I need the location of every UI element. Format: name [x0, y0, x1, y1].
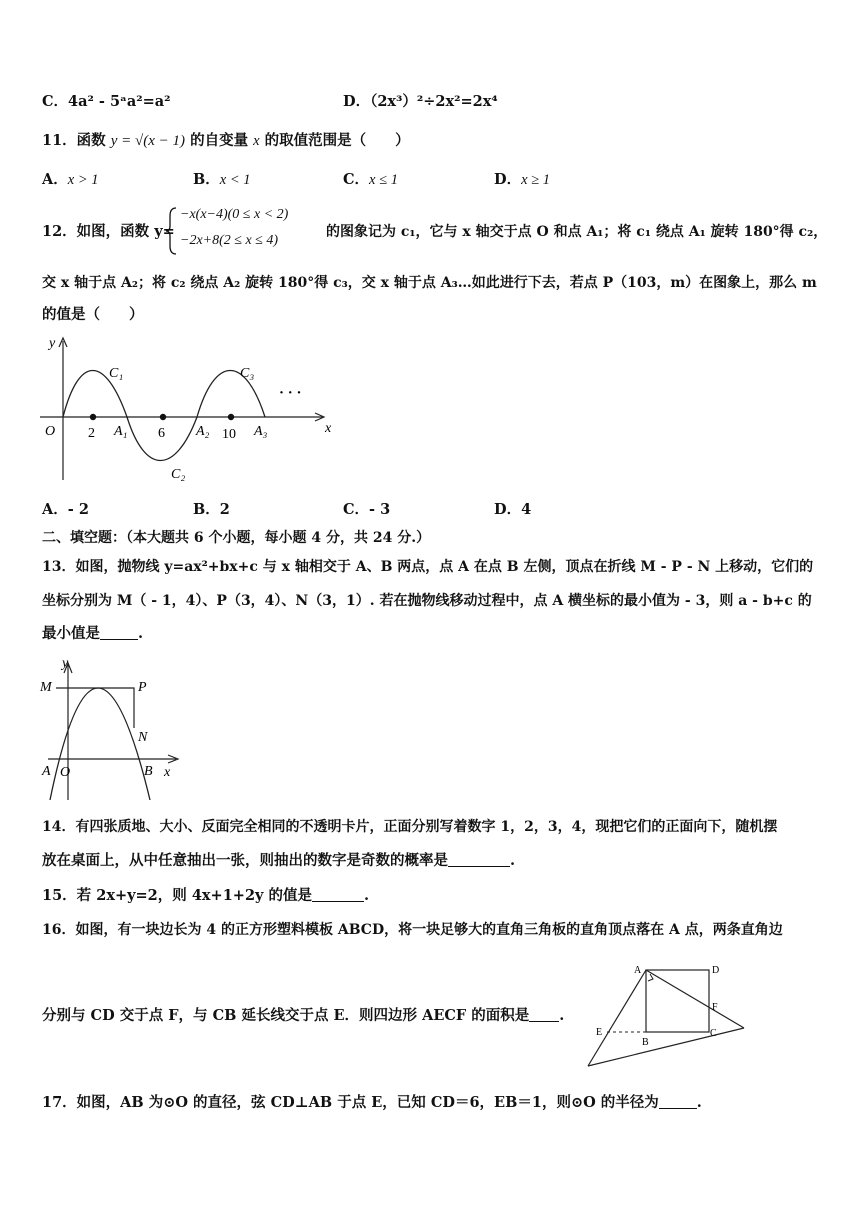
- q11-var: x: [253, 133, 260, 149]
- q16-figure: [582, 960, 752, 1072]
- label-b: B: [642, 1037, 649, 1048]
- q13-line-3: 最小值是 .: [42, 625, 144, 642]
- label-p: P: [138, 680, 147, 695]
- label-m: M: [40, 680, 52, 695]
- label-d: D: [712, 965, 720, 976]
- q15-text: 15．若 2x+y=2，则 4x+1+2y 的值是 .: [42, 887, 370, 904]
- q11-formula: y = √(x − 1): [110, 133, 186, 149]
- label-a3: A₃: [254, 424, 268, 439]
- q12-option-b: B．2: [193, 501, 230, 518]
- line-e-hyp: [588, 1028, 744, 1066]
- label-a2: A₂: [196, 424, 210, 439]
- q16-line-2: 分别与 CD 交于点 F，与 CB 延长线交于点 E．则四边形 AECF 的面积是 .: [42, 1007, 565, 1024]
- label-b: B: [144, 764, 153, 779]
- q14-answer-blank: [448, 852, 510, 867]
- label-a: A: [42, 764, 51, 779]
- point-2: [90, 414, 96, 420]
- parabola: [50, 688, 150, 800]
- q12-stem-end: 的图象记为 c₁，它与 x 轴交于点 O 和点 A₁；将 c₁ 绕点 A₁ 旋转 180°得 c₂，: [326, 224, 828, 240]
- q10-option-d: D．（2x³）²÷2x²=2x⁴: [343, 93, 498, 110]
- q13-graph: [38, 655, 188, 805]
- label-c3: C₃: [240, 366, 255, 381]
- q12-option-c: C．- 3: [343, 501, 391, 518]
- q12-piece-2: −2x+8(2 ≤ x ≤ 4): [180, 233, 279, 248]
- q12-option-d: D．4: [494, 501, 532, 518]
- q12-line-3: 的值是（ ）: [42, 306, 144, 323]
- label-e: E: [596, 1027, 603, 1038]
- label-c2: C₂: [171, 467, 186, 482]
- q11-stem-a: 11．函数: [42, 132, 106, 149]
- q13-line-2: 坐标分别为 M（ - 1，4）、P（3，4）、N（3，1）. 若在抛物线移动过程中，点 A 横坐标的最小值为 - 3，则 a - b+c 的: [42, 593, 812, 609]
- q14-line-2: 放在桌面上，从中任意抽出一张，则抽出的数字是奇数的概率是 .: [42, 852, 516, 869]
- q12-option-a: A．- 2: [42, 501, 89, 518]
- q16-line-1: 16．如图，有一块边长为 4 的正方形塑料模板 ABCD，将一块足够大的直角三角板的直角顶点落在 A 点，两条直角边: [42, 922, 783, 938]
- q11-stem-c: 的取值范围是（ ）: [264, 132, 410, 149]
- q17-answer-blank: [659, 1094, 697, 1109]
- line-af-extended: [646, 970, 744, 1028]
- line-ae: [588, 970, 646, 1066]
- q17-text: 17．如图，AB 为⊙O 的直径，弦 CD⊥AB 于点 E，已知 CD＝6，EB＝1，则⊙O 的半径为 .: [42, 1094, 702, 1111]
- point-10: [228, 414, 234, 420]
- label-n: N: [138, 730, 148, 745]
- q15-answer-blank: [312, 887, 364, 902]
- q11-option-d: D．x ≥ 1: [494, 171, 550, 188]
- label-x: x: [164, 765, 171, 780]
- label-y: y: [62, 656, 69, 671]
- label-y: y: [49, 336, 56, 351]
- q11-stem: [42, 131, 410, 151]
- q11-option-a: A．x > 1: [42, 171, 99, 188]
- q10-option-c: C．4a² - 5ᵃa²=a²: [42, 93, 171, 110]
- q13-line-1: 13．如图，抛物线 y=ax²+bx+c 与 x 轴相交于 A、B 两点，点 A 在点 B 左侧，顶点在折线 M - P - N 上移动，它们的: [42, 559, 814, 575]
- label-o: O: [45, 424, 56, 439]
- q12-stem-start: 12．如图，函数 y=: [42, 223, 175, 240]
- q16-answer-blank: [529, 1007, 559, 1022]
- label-a: A: [634, 965, 642, 976]
- q12-brace: [166, 206, 178, 256]
- section-heading-fill-in: 二、填空题：（本大题共 6 个小题，每小题 4 分，共 24 分.）: [42, 530, 431, 546]
- tick-2: 2: [88, 426, 95, 441]
- q13-answer-blank: [100, 625, 138, 640]
- label-a1: A₁: [114, 424, 128, 439]
- label-c: C: [710, 1028, 717, 1039]
- q12-line-2: 交 x 轴于点 A₂；将 c₂ 绕点 A₂ 旋转 180°得 c₃，交 x 轴于点 A₃…如此进行下去，若点 P（103，m）在图象上，那么 m: [42, 275, 817, 291]
- label-f: F: [712, 1002, 718, 1013]
- q11-option-b: B．x < 1: [193, 171, 251, 188]
- q11-stem-b: 的自变量: [190, 132, 249, 149]
- tick-6: 6: [158, 426, 165, 441]
- q14-line-1: 14．有四张质地、大小、反面完全相同的不透明卡片，正面分别写着数字 1，2，3，4，现把它们的正面向下，随机摆: [42, 819, 778, 835]
- continuation-dots: · · ·: [279, 385, 302, 401]
- label-c1: C₁: [109, 366, 124, 381]
- tick-10: 10: [222, 427, 236, 442]
- label-o: O: [60, 765, 71, 780]
- point-6: [160, 414, 166, 420]
- q12-graph: [35, 335, 335, 485]
- label-x: x: [325, 421, 332, 436]
- q11-option-c: C．x ≤ 1: [343, 171, 398, 188]
- q12-piece-1: −x(x−4)(0 ≤ x < 2): [180, 207, 289, 222]
